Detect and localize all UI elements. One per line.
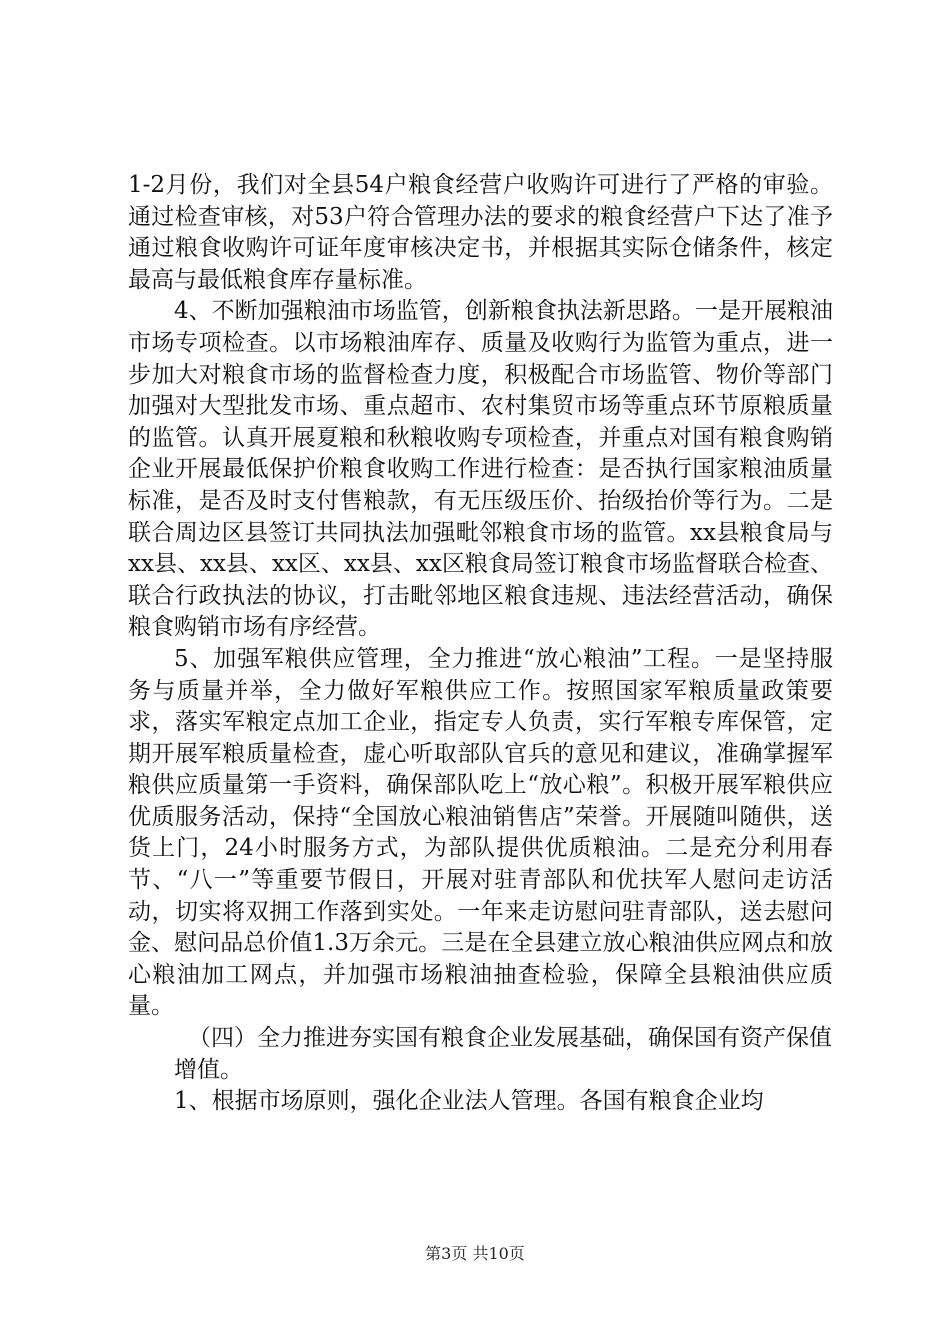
section-heading-four-continued: 增值。 [174,1056,243,1083]
paragraph-market-supervision: 4、不断加强粮油市场监管，创新粮食执法新思路。一是开展粮油市场专项检查。以市场粮油库存、质量及收购行为监管为重点，进一步加大对粮食市场的监督检查力度，积极配合市场监管、物价等部门加强对大型批发市场、重点超市、农村集贸市场等重点环节原粮质量的监管。认真开展夏粮和秋粮收购专项检查，并重点对国有粮食购销企业开展最低保护价粮食收购工作进行检查：是否执行国家粮油质量标准，是否及时支付售粮款，有无压级压价、抬级抬价等行为。二是联合周边区县签订共同执法加强毗邻粮食市场的监管。xx县粮食局与xx县、xx县、xx区、xx县、xx区粮食局签订粮食市场监督联合检查、联合行政执法的协议，打击毗邻地区粮食违规、违法经营活动，确保粮食购销市场有序经营。 [128,298,833,641]
paragraph-license-review: 1-2月份，我们对全县54户粮食经营户收购许可进行了严格的审验。通过检查审核，对53户符合管理办法的要求的粮食经营户下达了准予通过粮食收购许可证年度审核决定书，并根据其实际仓储条件，核定最高与最低粮食库存量标准。 [128,172,833,293]
section-heading-four: （四）全力推进夯实国有粮食企业发展基础，确保国有资产保值 [188,1025,832,1052]
paragraph-military-grain-supply: 5、加强军粮供应管理，全力推进“放心粮油”工程。一是坚持服务与质量并举，全力做好军粮供应工作。按照国家军粮质量政策要求，落实军粮定点加工企业，指定专人负责，实行军粮专库保管，定期开展军粮质量检查，虚心听取部队官兵的意见和建议，准确掌握军粮供应质量第一手资料，确保部队吃上“放心粮”。积极开展军粮供应优质服务活动，保持“全国放心粮油销售店”荣誉。开展随叫随供，送货上门，24小时服务方式，为部队提供优质粮油。二是充分利用春节、“八一”等重要节假日，开展对驻青部队和优扶军人慰问走访活动，切实将双拥工作落到实处。一年来走访慰问驻青部队，送去慰问金、慰问品总价值1.3万余元。三是在全县建立放心粮油供应网点和放心粮油加工网点，并加强市场粮油抽查检验，保障全县粮油供应质量。 [128,645,833,1020]
paragraph-enterprise-management: 1、根据市场原则，强化企业法人管理。各国有粮食企业均 [174,1088,764,1115]
document-body [128,170,833,1118]
page-number-label: 第3页 共10页 [425,1244,525,1263]
page-footer [0,1244,950,1264]
